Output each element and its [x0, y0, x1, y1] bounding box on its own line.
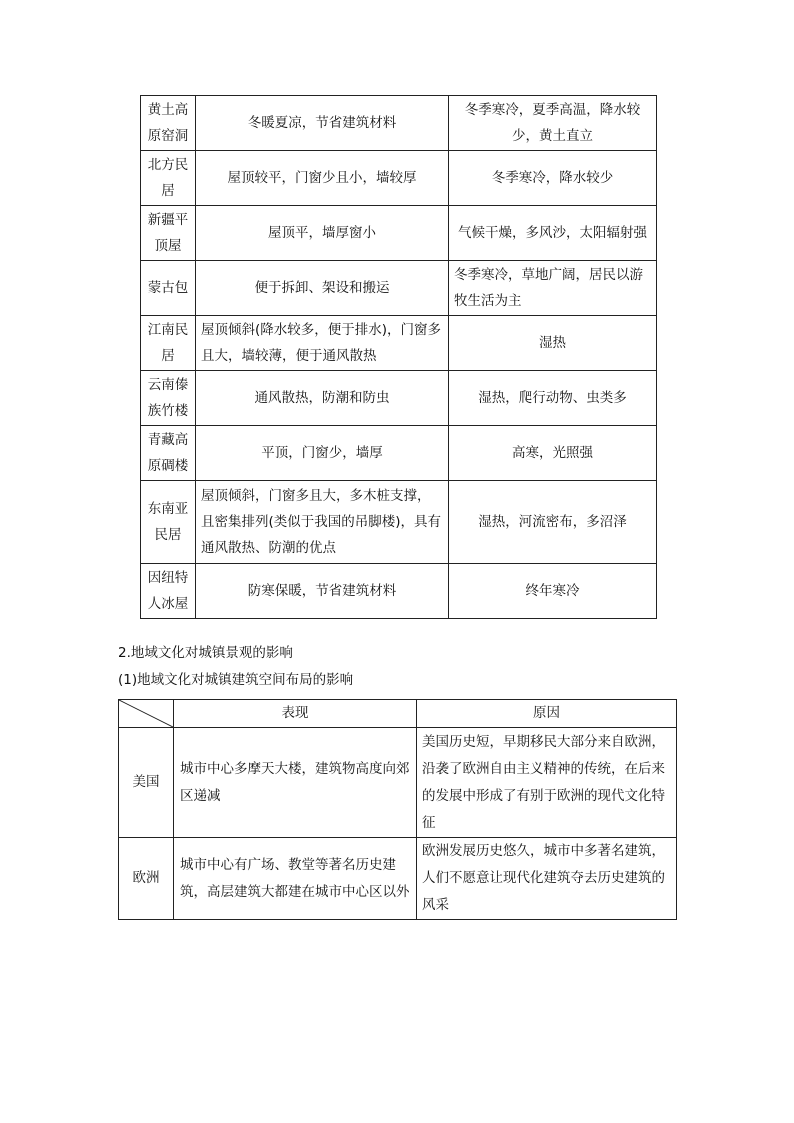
table-row: [141, 96, 657, 151]
city-feature: 城市中心有广场、教堂等著名历史建筑，高层建筑大都建在城市中心区以外: [174, 838, 417, 920]
dwelling-name: 江南民居: [141, 316, 196, 371]
dwelling-reason: 高寒，光照强: [449, 426, 657, 481]
table-row: [141, 151, 657, 206]
dwelling-feature: 通风散热，防潮和防虫: [196, 371, 449, 426]
city-reason: 美国历史短，早期移民大部分来自欧洲，沿袭了欧洲自由主义精神的传统，在后来的发展中形成了有别于欧洲的现代文化特征: [417, 728, 677, 838]
region-name: 欧洲: [119, 838, 174, 920]
dwelling-feature: 便于拆卸、架设和搬运: [196, 261, 449, 316]
dwelling-feature: 屋顶倾斜，门窗多且大，多木桩支撑，且密集排列(类似于我国的吊脚楼)，具有通风散热、防潮的优点: [196, 481, 449, 564]
city-feature: 城市中心多摩天大楼，建筑物高度向郊区递减: [174, 728, 417, 838]
city-reason: 欧洲发展历史悠久，城市中多著名建筑，人们不愿意让现代化建筑夺去历史建筑的风采: [417, 838, 677, 920]
dwelling-feature: 屋顶平，墙厚窗小: [196, 206, 449, 261]
region-name: 美国: [119, 728, 174, 838]
dwelling-reason: 湿热: [449, 316, 657, 371]
dwelling-name: 东南亚民居: [141, 481, 196, 564]
section-heading: 2.地域文化对城镇景观的影响: [118, 645, 293, 661]
dwelling-name: 蒙古包: [141, 261, 196, 316]
diagonal-line: [119, 700, 173, 727]
table-row: [119, 728, 677, 838]
table-row: [141, 426, 657, 481]
dwelling-feature: 屋顶较平，门窗少且小，墙较厚: [196, 151, 449, 206]
dwelling-feature: 屋顶倾斜(降水较多，便于排水)，门窗多且大，墙较薄，便于通风散热: [196, 316, 449, 371]
table-header-row: [119, 700, 677, 728]
dwelling-reason: 终年寒冷: [449, 564, 657, 619]
dwelling-feature: 冬暖夏凉，节省建筑材料: [196, 96, 449, 151]
dwelling-name: 云南傣族竹楼: [141, 371, 196, 426]
dwelling-reason: 冬季寒冷，降水较少: [449, 151, 657, 206]
table-row: [141, 564, 657, 619]
dwelling-reason: 冬季寒冷，夏季高温，降水较少，黄土直立: [449, 96, 657, 151]
table-row: [119, 838, 677, 920]
table-row: [141, 371, 657, 426]
column-header-reason: 原因: [417, 700, 677, 728]
city-layout-table: [118, 699, 677, 920]
dwelling-name: 青藏高原碉楼: [141, 426, 196, 481]
dwelling-name: 因纽特人冰屋: [141, 564, 196, 619]
dwelling-table: [140, 95, 657, 619]
dwelling-reason: 湿热，爬行动物、虫类多: [449, 371, 657, 426]
table-row: [141, 206, 657, 261]
dwelling-name: 黄土高原窑洞: [141, 96, 196, 151]
column-header-feature: 表现: [174, 700, 417, 728]
table-row: [141, 261, 657, 316]
table-row: [141, 481, 657, 564]
diagonal-header-cell: [119, 700, 174, 728]
table-row: [141, 316, 657, 371]
dwelling-name: 北方民居: [141, 151, 196, 206]
dwelling-feature: 防寒保暖，节省建筑材料: [196, 564, 449, 619]
sub-heading: (1)地域文化对城镇建筑空间布局的影响: [118, 672, 354, 688]
dwelling-reason: 湿热，河流密布，多沼泽: [449, 481, 657, 564]
dwelling-name: 新疆平顶屋: [141, 206, 196, 261]
dwelling-feature: 平顶，门窗少，墙厚: [196, 426, 449, 481]
dwelling-reason: 气候干燥，多风沙，太阳辐射强: [449, 206, 657, 261]
dwelling-reason: 冬季寒冷，草地广阔，居民以游牧生活为主: [449, 261, 657, 316]
